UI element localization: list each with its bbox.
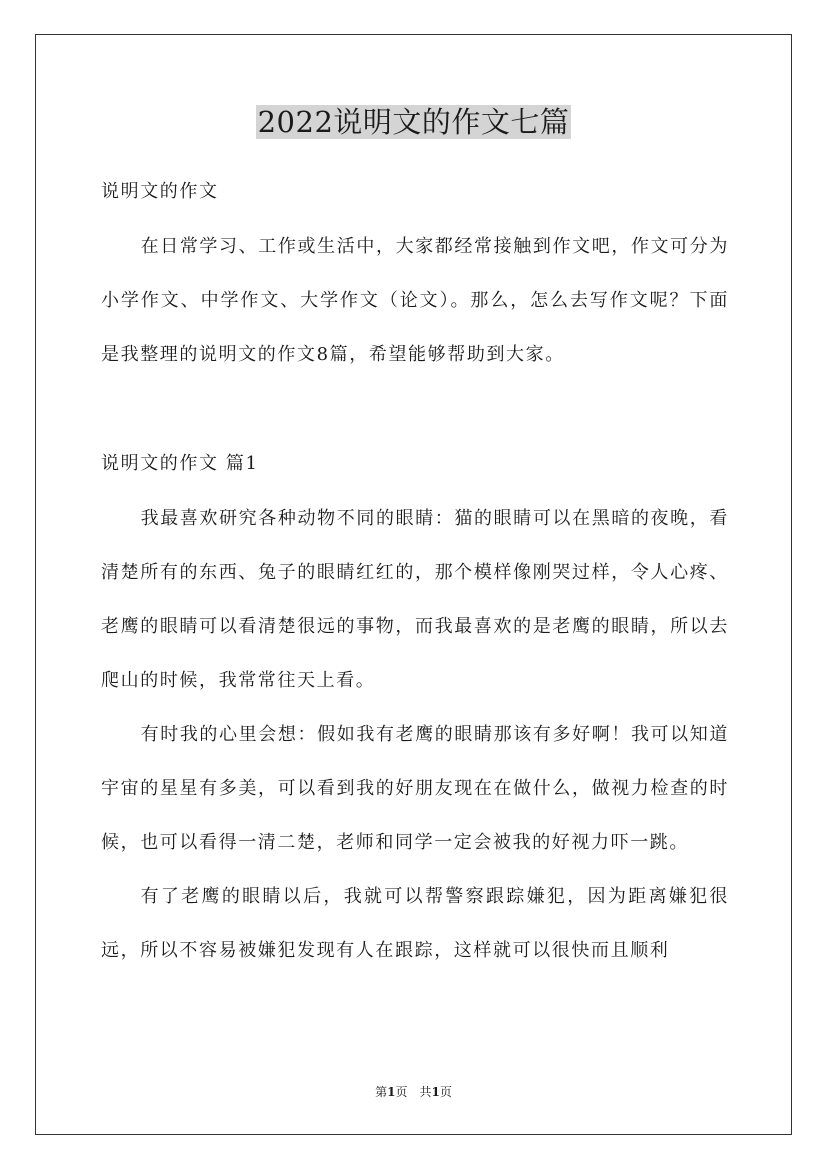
footer-mid: 页 共 xyxy=(395,1085,432,1099)
intro-heading: 说明文的作文 xyxy=(101,181,219,202)
section-1-paragraph-2: 有时我的心里会想：假如我有老鹰的眼睛那该有多好啊！我可以知道宇宙的星星有多美，可以看到我的好朋友现在在做什么，做视力检查的时候，也可以看得一清二楚，老师和同学一定会被我的好视力吓一跳。 xyxy=(101,724,729,853)
intro-section xyxy=(101,180,729,204)
footer-prefix: 第 xyxy=(375,1085,388,1099)
section-1 xyxy=(101,452,729,476)
title-text: 2022说明文的作文七篇 xyxy=(257,105,570,139)
section-1-paragraph-1: 我最喜欢研究各种动物不同的眼睛：猫的眼睛可以在黑暗的夜晚，看清楚所有的东西、兔子的眼睛红红的，那个模样像刚哭过样，令人心疼、老鹰的眼睛可以看清楚很远的事物，而我最喜欢的是老鹰的眼睛，所以去爬山的时候，我常常往天上看。 xyxy=(101,508,729,691)
footer-total-pages: 1 xyxy=(431,1085,440,1099)
page-footer xyxy=(0,1084,827,1100)
document-title xyxy=(0,100,827,144)
section-1-paragraph-3: 有了老鹰的眼睛以后，我就可以帮警察跟踪嫌犯，因为距离嫌犯很远，所以不容易被嫌犯发现有人在跟踪，这样就可以很快而且顺利 xyxy=(101,886,729,961)
intro-body xyxy=(101,220,729,382)
footer-suffix: 页 xyxy=(439,1085,452,1099)
intro-paragraph: 在日常学习、工作或生活中，大家都经常接触到作文吧，作文可分为小学作文、中学作文、大学作文（论文）。那么，怎么去写作文呢？下面是我整理的说明文的作文8篇，希望能够帮助到大家。 xyxy=(101,236,729,365)
section-1-body xyxy=(101,492,729,978)
footer-current-page: 1 xyxy=(387,1085,396,1099)
section-1-heading: 说明文的作文 篇1 xyxy=(101,453,259,474)
